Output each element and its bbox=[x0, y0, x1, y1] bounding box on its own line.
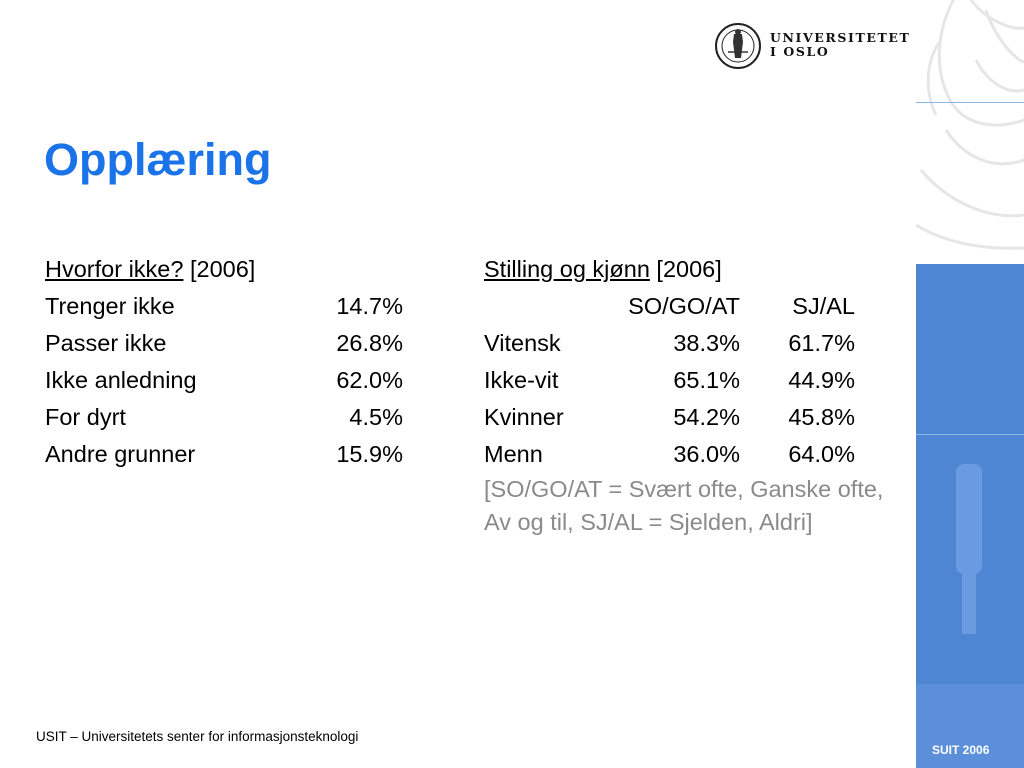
footer-tag: SUIT 2006 bbox=[932, 743, 990, 757]
row-label: Menn bbox=[484, 441, 543, 467]
row-value: 65.1% bbox=[673, 367, 740, 393]
heading-year: [2006] bbox=[183, 256, 256, 282]
slide-title: Opplæring bbox=[44, 134, 272, 185]
row-label: Passer ikke bbox=[45, 330, 167, 356]
blue-panel bbox=[916, 264, 1024, 768]
reasons-table bbox=[45, 251, 415, 473]
row-label: Vitensk bbox=[484, 330, 561, 356]
table-row bbox=[484, 325, 904, 362]
column-headers bbox=[484, 288, 904, 325]
table-heading bbox=[484, 251, 904, 288]
row-label: Ikke-vit bbox=[484, 367, 559, 393]
row-label: Trenger ikke bbox=[45, 293, 175, 319]
row-label: Ikke anledning bbox=[45, 367, 197, 393]
row-value: 64.0% bbox=[788, 441, 855, 467]
statue-silhouette bbox=[916, 264, 1024, 768]
band-divider bbox=[916, 102, 1024, 103]
row-label: Andre grunner bbox=[45, 441, 196, 467]
table-row bbox=[45, 325, 415, 362]
table-heading bbox=[45, 251, 415, 288]
logo-line-1: UNIVERSITETET bbox=[770, 30, 911, 45]
table-row bbox=[45, 362, 415, 399]
logo-wordmark bbox=[770, 31, 910, 59]
statue-illustration bbox=[916, 0, 1024, 264]
band-divider bbox=[916, 434, 1024, 435]
footer-text: USIT – Universitetets senter for informasjonsteknologi bbox=[36, 729, 359, 744]
row-value: 15.9% bbox=[336, 441, 403, 467]
logo-line-2: I OSLO bbox=[770, 44, 830, 59]
column-header: SO/GO/AT bbox=[628, 293, 740, 319]
row-value: 54.2% bbox=[673, 404, 740, 430]
row-value: 61.7% bbox=[788, 330, 855, 356]
row-value: 4.5% bbox=[349, 404, 403, 430]
row-value: 38.3% bbox=[673, 330, 740, 356]
row-value: 45.8% bbox=[788, 404, 855, 430]
heading-year: [2006] bbox=[649, 256, 722, 282]
table-row bbox=[484, 436, 904, 473]
university-logo bbox=[714, 22, 911, 72]
decorative-side-band bbox=[916, 0, 1024, 768]
table-row bbox=[484, 399, 904, 436]
row-value: 14.7% bbox=[336, 293, 403, 319]
university-seal-icon bbox=[714, 22, 762, 70]
row-value: 26.8% bbox=[336, 330, 403, 356]
row-value: 36.0% bbox=[673, 441, 740, 467]
statue-panel bbox=[916, 0, 1024, 264]
table-row bbox=[45, 436, 415, 473]
heading-link[interactable]: Hvorfor ikke? bbox=[45, 256, 184, 282]
table-row bbox=[45, 288, 415, 325]
row-label: For dyrt bbox=[45, 404, 126, 430]
position-gender-table bbox=[484, 251, 904, 535]
row-value: 62.0% bbox=[336, 367, 403, 393]
legend-note: [SO/GO/AT = Svært ofte, Ganske ofte, Av og til, SJ/AL = Sjelden, Aldri] bbox=[484, 476, 884, 535]
heading-link[interactable]: Stilling og kjønn bbox=[484, 256, 650, 282]
row-label: Kvinner bbox=[484, 404, 564, 430]
column-header: SJ/AL bbox=[792, 293, 855, 319]
row-value: 44.9% bbox=[788, 367, 855, 393]
table-row bbox=[484, 362, 904, 399]
table-row bbox=[45, 399, 415, 436]
